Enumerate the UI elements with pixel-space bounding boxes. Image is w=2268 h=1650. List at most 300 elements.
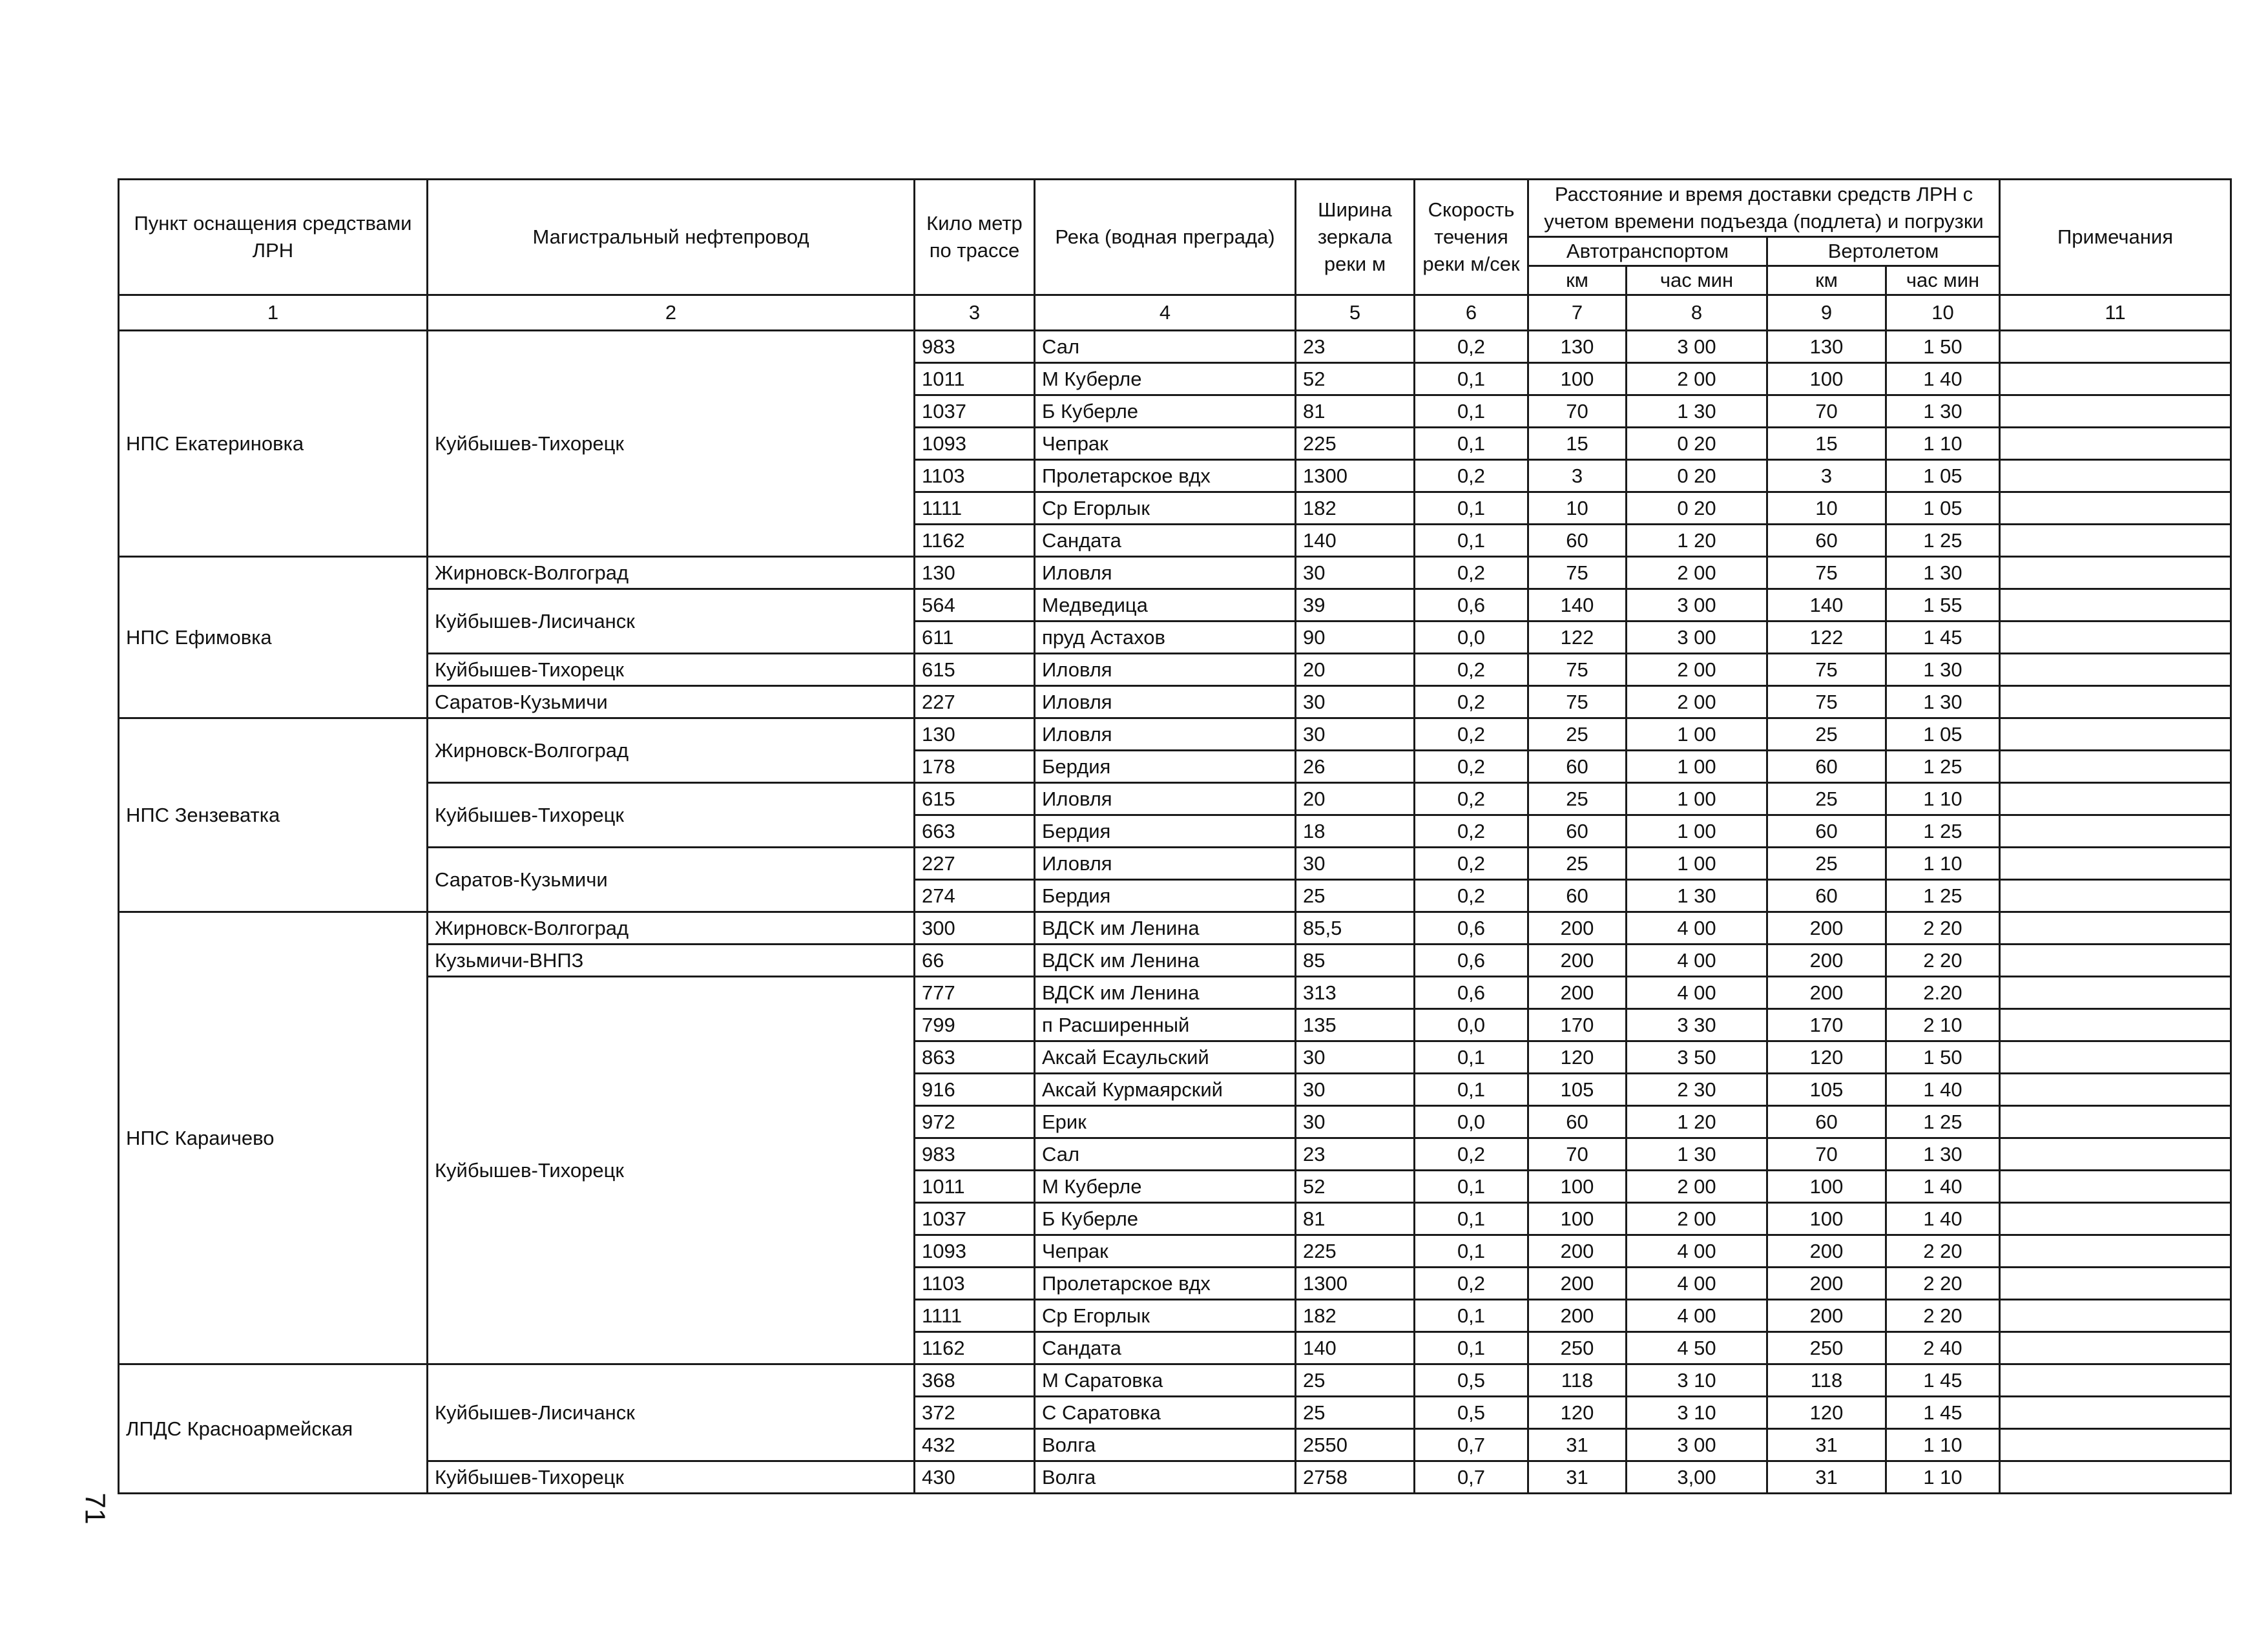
auto-time-cell: 1 00 (1627, 848, 1767, 880)
heli-time-cell: 1 30 (1886, 1138, 2000, 1171)
heli-km-cell: 100 (1767, 1171, 1886, 1203)
table-row (119, 945, 2231, 977)
heli-time-cell: 2.20 (1886, 977, 2000, 1009)
notes-cell (2000, 1138, 2231, 1171)
width-cell: 140 (1296, 1332, 1415, 1364)
column-number: 11 (2000, 295, 2231, 331)
width-cell: 30 (1296, 1074, 1415, 1106)
kilometer-cell: 227 (915, 686, 1035, 718)
auto-time-cell: 2 00 (1627, 363, 1767, 395)
heli-time-cell: 1 45 (1886, 1397, 2000, 1429)
speed-cell: 0,7 (1415, 1429, 1528, 1461)
table-row (119, 848, 2231, 880)
width-cell: 90 (1296, 621, 1415, 654)
auto-km-cell: 60 (1528, 880, 1627, 912)
auto-time-cell: 4 00 (1627, 912, 1767, 945)
heli-km-cell: 60 (1767, 525, 1886, 557)
notes-cell (2000, 395, 2231, 428)
river-cell: Чепрак (1035, 428, 1296, 460)
heli-km-cell: 120 (1767, 1041, 1886, 1074)
header-heli: Вертолетом (1767, 237, 2000, 266)
auto-time-cell: 1 00 (1627, 718, 1767, 751)
auto-time-cell: 1 30 (1627, 880, 1767, 912)
pipeline-cell: Куйбышев-Тихорецк (428, 783, 915, 848)
heli-time-cell: 1 40 (1886, 363, 2000, 395)
river-cell: М Саратовка (1035, 1364, 1296, 1397)
auto-km-cell: 100 (1528, 1203, 1627, 1235)
width-cell: 1300 (1296, 1268, 1415, 1300)
auto-km-cell: 120 (1528, 1397, 1627, 1429)
width-cell: 85 (1296, 945, 1415, 977)
column-number: 3 (915, 295, 1035, 331)
column-number: 10 (1886, 295, 2000, 331)
pipeline-cell: Куйбышев-Тихорецк (428, 654, 915, 686)
river-cell: Пролетарское вдх (1035, 460, 1296, 492)
notes-cell (2000, 1009, 2231, 1041)
auto-km-cell: 130 (1528, 331, 1627, 363)
header-notes: Примечания (2000, 180, 2231, 295)
river-cell: ВДСК им Ленина (1035, 945, 1296, 977)
heli-time-cell: 1 55 (1886, 589, 2000, 621)
notes-cell (2000, 977, 2231, 1009)
table-row (119, 1461, 2231, 1494)
speed-cell: 0,6 (1415, 945, 1528, 977)
width-cell: 23 (1296, 1138, 1415, 1171)
heli-km-cell: 105 (1767, 1074, 1886, 1106)
width-cell: 140 (1296, 525, 1415, 557)
pipeline-cell: Саратов-Кузьмичи (428, 848, 915, 912)
auto-time-cell: 4 00 (1627, 1300, 1767, 1332)
width-cell: 81 (1296, 1203, 1415, 1235)
kilometer-cell: 430 (915, 1461, 1035, 1494)
heli-time-cell: 1 30 (1886, 395, 2000, 428)
heli-km-cell: 200 (1767, 977, 1886, 1009)
auto-time-cell: 3 00 (1627, 331, 1767, 363)
speed-cell: 0,1 (1415, 1074, 1528, 1106)
table-row (119, 589, 2231, 621)
kilometer-cell: 916 (915, 1074, 1035, 1106)
speed-cell: 0,2 (1415, 557, 1528, 589)
kilometer-cell: 1093 (915, 1235, 1035, 1268)
heli-km-cell: 31 (1767, 1429, 1886, 1461)
heli-time-cell: 2 20 (1886, 945, 2000, 977)
width-cell: 30 (1296, 848, 1415, 880)
speed-cell: 0,0 (1415, 621, 1528, 654)
speed-cell: 0,0 (1415, 1106, 1528, 1138)
page-number: 71 (79, 1492, 111, 1525)
kilometer-cell: 274 (915, 880, 1035, 912)
auto-time-cell: 3 00 (1627, 1429, 1767, 1461)
auto-time-cell: 3 50 (1627, 1041, 1767, 1074)
header-auto: Автотранспортом (1528, 237, 1767, 266)
river-cell: Иловля (1035, 848, 1296, 880)
width-cell: 52 (1296, 1171, 1415, 1203)
header-point: Пункт оснащения средствами ЛРН (119, 180, 428, 295)
kilometer-cell: 799 (915, 1009, 1035, 1041)
auto-km-cell: 31 (1528, 1461, 1627, 1494)
kilometer-cell: 1011 (915, 363, 1035, 395)
river-cell: С Саратовка (1035, 1397, 1296, 1429)
auto-km-cell: 3 (1528, 460, 1627, 492)
kilometer-cell: 1103 (915, 460, 1035, 492)
width-cell: 2758 (1296, 1461, 1415, 1494)
table-row (119, 331, 2231, 363)
heli-km-cell: 120 (1767, 1397, 1886, 1429)
notes-cell (2000, 1041, 2231, 1074)
auto-km-cell: 75 (1528, 557, 1627, 589)
width-cell: 18 (1296, 815, 1415, 848)
heli-time-cell: 1 30 (1886, 686, 2000, 718)
heli-km-cell: 130 (1767, 331, 1886, 363)
notes-cell (2000, 525, 2231, 557)
kilometer-cell: 1162 (915, 525, 1035, 557)
heli-time-cell: 1 05 (1886, 460, 2000, 492)
kilometer-cell: 1011 (915, 1171, 1035, 1203)
auto-time-cell: 3 00 (1627, 621, 1767, 654)
pipeline-cell: Куйбышев-Тихорецк (428, 331, 915, 557)
heli-time-cell: 1 45 (1886, 1364, 2000, 1397)
auto-time-cell: 1 00 (1627, 751, 1767, 783)
notes-cell (2000, 1300, 2231, 1332)
notes-cell (2000, 589, 2231, 621)
heli-km-cell: 3 (1767, 460, 1886, 492)
auto-time-cell: 1 00 (1627, 815, 1767, 848)
river-cell: Б Куберле (1035, 1203, 1296, 1235)
notes-cell (2000, 654, 2231, 686)
notes-cell (2000, 460, 2231, 492)
auto-km-cell: 100 (1528, 363, 1627, 395)
notes-cell (2000, 1203, 2231, 1235)
river-cell: Сандата (1035, 1332, 1296, 1364)
heli-km-cell: 200 (1767, 945, 1886, 977)
kilometer-cell: 1037 (915, 395, 1035, 428)
width-cell: 30 (1296, 1106, 1415, 1138)
kilometer-cell: 615 (915, 783, 1035, 815)
kilometer-cell: 564 (915, 589, 1035, 621)
kilometer-cell: 1037 (915, 1203, 1035, 1235)
speed-cell: 0,2 (1415, 751, 1528, 783)
header-kilometer: Кило метр по трассе (915, 180, 1035, 295)
speed-cell: 0,2 (1415, 718, 1528, 751)
header-auto-time: час мин (1627, 266, 1767, 295)
heli-time-cell: 1 10 (1886, 1461, 2000, 1494)
column-number: 2 (428, 295, 915, 331)
river-cell: Аксай Курмаярский (1035, 1074, 1296, 1106)
notes-cell (2000, 880, 2231, 912)
width-cell: 25 (1296, 1397, 1415, 1429)
auto-time-cell: 4 50 (1627, 1332, 1767, 1364)
heli-time-cell: 1 45 (1886, 621, 2000, 654)
auto-time-cell: 4 00 (1627, 945, 1767, 977)
speed-cell: 0,1 (1415, 1300, 1528, 1332)
auto-km-cell: 122 (1528, 621, 1627, 654)
heli-km-cell: 200 (1767, 1235, 1886, 1268)
notes-cell (2000, 686, 2231, 718)
heli-time-cell: 2 20 (1886, 912, 2000, 945)
heli-time-cell: 1 10 (1886, 783, 2000, 815)
width-cell: 225 (1296, 1235, 1415, 1268)
notes-cell (2000, 783, 2231, 815)
auto-km-cell: 250 (1528, 1332, 1627, 1364)
heli-time-cell: 1 25 (1886, 880, 2000, 912)
speed-cell: 0,1 (1415, 1041, 1528, 1074)
auto-time-cell: 2 00 (1627, 557, 1767, 589)
kilometer-cell: 1162 (915, 1332, 1035, 1364)
width-cell: 52 (1296, 363, 1415, 395)
speed-cell: 0,5 (1415, 1364, 1528, 1397)
river-cell: Сандата (1035, 525, 1296, 557)
header-river: Река (водная преграда) (1035, 180, 1296, 295)
heli-km-cell: 170 (1767, 1009, 1886, 1041)
kilometer-cell: 1093 (915, 428, 1035, 460)
heli-time-cell: 1 40 (1886, 1203, 2000, 1235)
kilometer-cell: 615 (915, 654, 1035, 686)
heli-time-cell: 1 05 (1886, 492, 2000, 525)
notes-cell (2000, 1397, 2231, 1429)
table-row (119, 686, 2231, 718)
notes-cell (2000, 621, 2231, 654)
width-cell: 313 (1296, 977, 1415, 1009)
river-cell: М Куберле (1035, 1171, 1296, 1203)
point-cell: НПС Екатериновка (119, 331, 428, 557)
auto-time-cell: 2 00 (1627, 1171, 1767, 1203)
point-cell: НПС Зензеватка (119, 718, 428, 912)
width-cell: 39 (1296, 589, 1415, 621)
auto-km-cell: 60 (1528, 751, 1627, 783)
width-cell: 81 (1296, 395, 1415, 428)
width-cell: 135 (1296, 1009, 1415, 1041)
kilometer-cell: 432 (915, 1429, 1035, 1461)
kilometer-cell: 983 (915, 1138, 1035, 1171)
river-cell: Аксай Есаульский (1035, 1041, 1296, 1074)
column-numbers-row (119, 295, 2231, 331)
notes-cell (2000, 1106, 2231, 1138)
table-row (119, 557, 2231, 589)
heli-km-cell: 200 (1767, 1268, 1886, 1300)
width-cell: 1300 (1296, 460, 1415, 492)
column-number: 1 (119, 295, 428, 331)
heli-km-cell: 10 (1767, 492, 1886, 525)
heli-km-cell: 100 (1767, 1203, 1886, 1235)
auto-km-cell: 75 (1528, 686, 1627, 718)
kilometer-cell: 130 (915, 557, 1035, 589)
table-row (119, 1364, 2231, 1397)
pipeline-cell: Кузьмичи-ВНПЗ (428, 945, 915, 977)
table-row (119, 912, 2231, 945)
table-body (119, 331, 2231, 1494)
column-number: 6 (1415, 295, 1528, 331)
auto-km-cell: 60 (1528, 1106, 1627, 1138)
notes-cell (2000, 428, 2231, 460)
speed-cell: 0,1 (1415, 1203, 1528, 1235)
auto-km-cell: 200 (1528, 1268, 1627, 1300)
notes-cell (2000, 718, 2231, 751)
speed-cell: 0,2 (1415, 880, 1528, 912)
kilometer-cell: 368 (915, 1364, 1035, 1397)
auto-time-cell: 4 00 (1627, 1235, 1767, 1268)
heli-time-cell: 2 40 (1886, 1332, 2000, 1364)
header-delivery-group: Расстояние и время доставки средств ЛРН с учетом времени подъезда (подлета) и погрузки (1528, 180, 2000, 237)
auto-time-cell: 2 30 (1627, 1074, 1767, 1106)
heli-km-cell: 60 (1767, 880, 1886, 912)
width-cell: 85,5 (1296, 912, 1415, 945)
kilometer-cell: 611 (915, 621, 1035, 654)
notes-cell (2000, 363, 2231, 395)
pipeline-cell: Саратов-Кузьмичи (428, 686, 915, 718)
speed-cell: 0,1 (1415, 1235, 1528, 1268)
auto-time-cell: 2 00 (1627, 686, 1767, 718)
data-table (118, 178, 2232, 1494)
table-row (119, 718, 2231, 751)
river-cell: Иловля (1035, 718, 1296, 751)
width-cell: 30 (1296, 686, 1415, 718)
speed-cell: 0,2 (1415, 460, 1528, 492)
heli-time-cell: 1 10 (1886, 1429, 2000, 1461)
speed-cell: 0,5 (1415, 1397, 1528, 1429)
auto-km-cell: 31 (1528, 1429, 1627, 1461)
river-cell: Волга (1035, 1429, 1296, 1461)
river-cell: Пролетарское вдх (1035, 1268, 1296, 1300)
notes-cell (2000, 815, 2231, 848)
pipeline-cell: Куйбышев-Лисичанск (428, 589, 915, 654)
auto-km-cell: 120 (1528, 1041, 1627, 1074)
heli-time-cell: 2 20 (1886, 1235, 2000, 1268)
river-cell: Иловля (1035, 783, 1296, 815)
heli-km-cell: 70 (1767, 1138, 1886, 1171)
notes-cell (2000, 912, 2231, 945)
river-cell: Чепрак (1035, 1235, 1296, 1268)
heli-km-cell: 122 (1767, 621, 1886, 654)
width-cell: 20 (1296, 654, 1415, 686)
speed-cell: 0,0 (1415, 1009, 1528, 1041)
auto-time-cell: 0 20 (1627, 460, 1767, 492)
heli-km-cell: 75 (1767, 686, 1886, 718)
pipeline-cell: Куйбышев-Тихорецк (428, 977, 915, 1364)
heli-time-cell: 2 20 (1886, 1268, 2000, 1300)
heli-time-cell: 1 50 (1886, 1041, 2000, 1074)
kilometer-cell: 1111 (915, 492, 1035, 525)
auto-km-cell: 25 (1528, 848, 1627, 880)
pipeline-cell: Куйбышев-Тихорецк (428, 1461, 915, 1494)
pipeline-cell: Жирновск-Волгоград (428, 557, 915, 589)
speed-cell: 0,2 (1415, 686, 1528, 718)
speed-cell: 0,2 (1415, 1138, 1528, 1171)
auto-km-cell: 200 (1528, 1300, 1627, 1332)
auto-time-cell: 3 30 (1627, 1009, 1767, 1041)
speed-cell: 0,1 (1415, 428, 1528, 460)
notes-cell (2000, 1074, 2231, 1106)
heli-km-cell: 25 (1767, 783, 1886, 815)
river-cell: Иловля (1035, 557, 1296, 589)
heli-km-cell: 75 (1767, 654, 1886, 686)
speed-cell: 0,2 (1415, 1268, 1528, 1300)
width-cell: 225 (1296, 428, 1415, 460)
auto-time-cell: 1 00 (1627, 783, 1767, 815)
river-cell: ВДСК им Ленина (1035, 912, 1296, 945)
river-cell: Бердия (1035, 815, 1296, 848)
kilometer-cell: 372 (915, 1397, 1035, 1429)
column-number: 7 (1528, 295, 1627, 331)
kilometer-cell: 300 (915, 912, 1035, 945)
auto-km-cell: 15 (1528, 428, 1627, 460)
auto-time-cell: 3 00 (1627, 589, 1767, 621)
auto-km-cell: 100 (1528, 1171, 1627, 1203)
notes-cell (2000, 557, 2231, 589)
heli-km-cell: 15 (1767, 428, 1886, 460)
auto-time-cell: 2 00 (1627, 654, 1767, 686)
auto-km-cell: 25 (1528, 783, 1627, 815)
width-cell: 30 (1296, 718, 1415, 751)
column-number: 4 (1035, 295, 1296, 331)
notes-cell (2000, 331, 2231, 363)
heli-time-cell: 2 20 (1886, 1300, 2000, 1332)
heli-time-cell: 1 30 (1886, 557, 2000, 589)
point-cell: НПС Ефимовка (119, 557, 428, 718)
notes-cell (2000, 1332, 2231, 1364)
header-heli-km: км (1767, 266, 1886, 295)
heli-km-cell: 100 (1767, 363, 1886, 395)
column-number: 8 (1627, 295, 1767, 331)
river-cell: Бердия (1035, 880, 1296, 912)
auto-km-cell: 75 (1528, 654, 1627, 686)
width-cell: 26 (1296, 751, 1415, 783)
auto-km-cell: 200 (1528, 912, 1627, 945)
table-row (119, 977, 2231, 1009)
width-cell: 2550 (1296, 1429, 1415, 1461)
auto-km-cell: 118 (1528, 1364, 1627, 1397)
auto-km-cell: 200 (1528, 977, 1627, 1009)
auto-km-cell: 60 (1528, 525, 1627, 557)
auto-time-cell: 3 10 (1627, 1364, 1767, 1397)
notes-cell (2000, 1171, 2231, 1203)
auto-time-cell: 1 20 (1627, 1106, 1767, 1138)
speed-cell: 0,2 (1415, 331, 1528, 363)
auto-time-cell: 4 00 (1627, 977, 1767, 1009)
width-cell: 30 (1296, 557, 1415, 589)
pipeline-cell: Куйбышев-Лисичанск (428, 1364, 915, 1461)
width-cell: 30 (1296, 1041, 1415, 1074)
auto-time-cell: 0 20 (1627, 492, 1767, 525)
kilometer-cell: 863 (915, 1041, 1035, 1074)
heli-km-cell: 31 (1767, 1461, 1886, 1494)
auto-km-cell: 200 (1528, 1235, 1627, 1268)
heli-km-cell: 60 (1767, 815, 1886, 848)
auto-time-cell: 3,00 (1627, 1461, 1767, 1494)
river-cell: Ерик (1035, 1106, 1296, 1138)
header-pipeline: Магистральный нефтепровод (428, 180, 915, 295)
notes-cell (2000, 492, 2231, 525)
heli-time-cell: 1 30 (1886, 654, 2000, 686)
heli-km-cell: 25 (1767, 848, 1886, 880)
river-cell: Иловля (1035, 686, 1296, 718)
table-header (119, 180, 2231, 331)
auto-km-cell: 140 (1528, 589, 1627, 621)
kilometer-cell: 130 (915, 718, 1035, 751)
heli-km-cell: 250 (1767, 1332, 1886, 1364)
heli-time-cell: 2 10 (1886, 1009, 2000, 1041)
width-cell: 25 (1296, 880, 1415, 912)
heli-km-cell: 200 (1767, 912, 1886, 945)
speed-cell: 0,1 (1415, 1332, 1528, 1364)
river-cell: пруд Астахов (1035, 621, 1296, 654)
header-auto-km: км (1528, 266, 1627, 295)
speed-cell: 0,1 (1415, 395, 1528, 428)
river-cell: Ср Егорлык (1035, 1300, 1296, 1332)
heli-km-cell: 70 (1767, 395, 1886, 428)
speed-cell: 0,2 (1415, 815, 1528, 848)
header-speed: Скорость течения реки м/сек (1415, 180, 1528, 295)
river-cell: Ср Егорлык (1035, 492, 1296, 525)
